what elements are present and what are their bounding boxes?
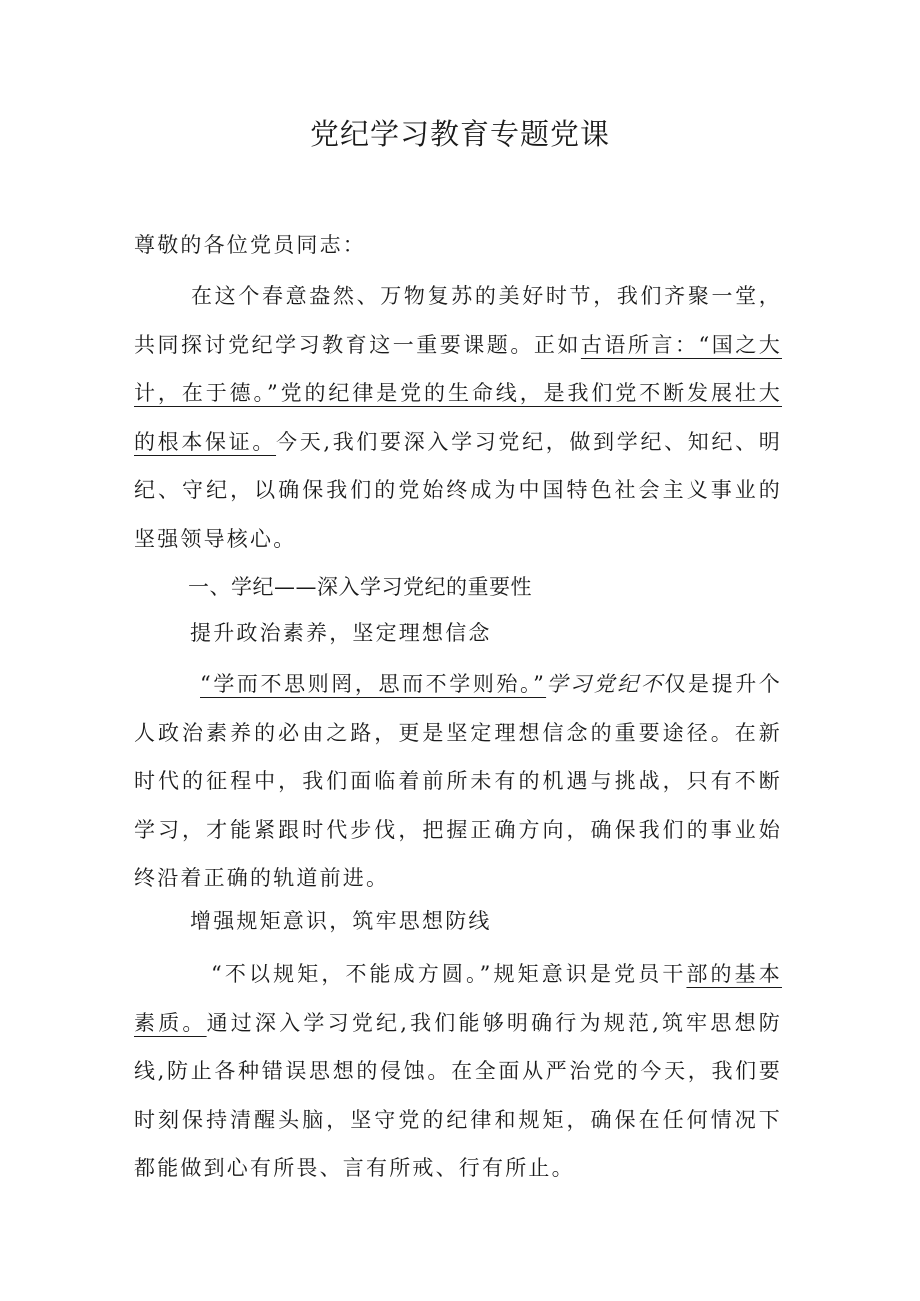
- intro-paragraph: [134, 272, 782, 563]
- paragraph-text-2-end: 通过深入学习党纪,我们能够明确行为规范,筑牢思想防线,防止各种错误思想的侵蚀。在全面从严治党的今天，我们要时刻保持清醒头脑，坚守党的纪律和规矩，确保在任何情况下都能做到心有所畏、言有所戒、行有所止。: [134, 1010, 782, 1180]
- document-title: 党纪学习教育专题党课: [309, 117, 610, 151]
- paragraph-text-2-start: “不以规矩，不能成方圆。”规矩意识是党员干: [211, 962, 687, 986]
- intro-quote-underlined: 古语所言：“国之大计，在于德。”党的纪律是党的生命线，是我们党不断发展壮大的根本保证。: [134, 332, 782, 454]
- section-heading: 一、学纪——深入学习党纪的重要性: [188, 575, 532, 599]
- underlined-text-2: 部的基本素质。: [134, 962, 782, 1035]
- subsection-paragraph-2: [134, 950, 782, 1193]
- subsection-title-1: 提升政治素养，坚定理想信念: [190, 621, 492, 645]
- greeting: 尊敬的各位党员同志：: [134, 233, 366, 257]
- subsection-title-2: 增强规矩意识，筑牢思想防线: [190, 909, 492, 933]
- paragraph-text-1: 仅是提升个人政治素养的必由之路，更是坚定理想信念的重要途径。在新时代的征程中，我们面临着前所未有的机遇与挑战，只有不断学习，才能紧跟时代步伐，把握正确方向，确保我们的事业始终沿着正确的轨道前进。: [134, 672, 783, 890]
- intro-text-start: 在这个春意盎然、万物复苏的美好时节，我们齐聚一堂，共同探讨党纪学习教育这一重要课题。正如: [134, 284, 782, 357]
- quote-underlined-1: “学而不思则罔，思而不学则殆。”: [200, 672, 547, 696]
- italic-text: 学习党纪不: [546, 672, 665, 696]
- intro-text-end: 今天,我们要深入学习党纪，做到学纪、知纪、明纪、守纪，以确保我们的党始终成为中国特色社会主义事业的坚强领导核心。: [134, 429, 782, 551]
- subsection-paragraph-1: [134, 660, 782, 903]
